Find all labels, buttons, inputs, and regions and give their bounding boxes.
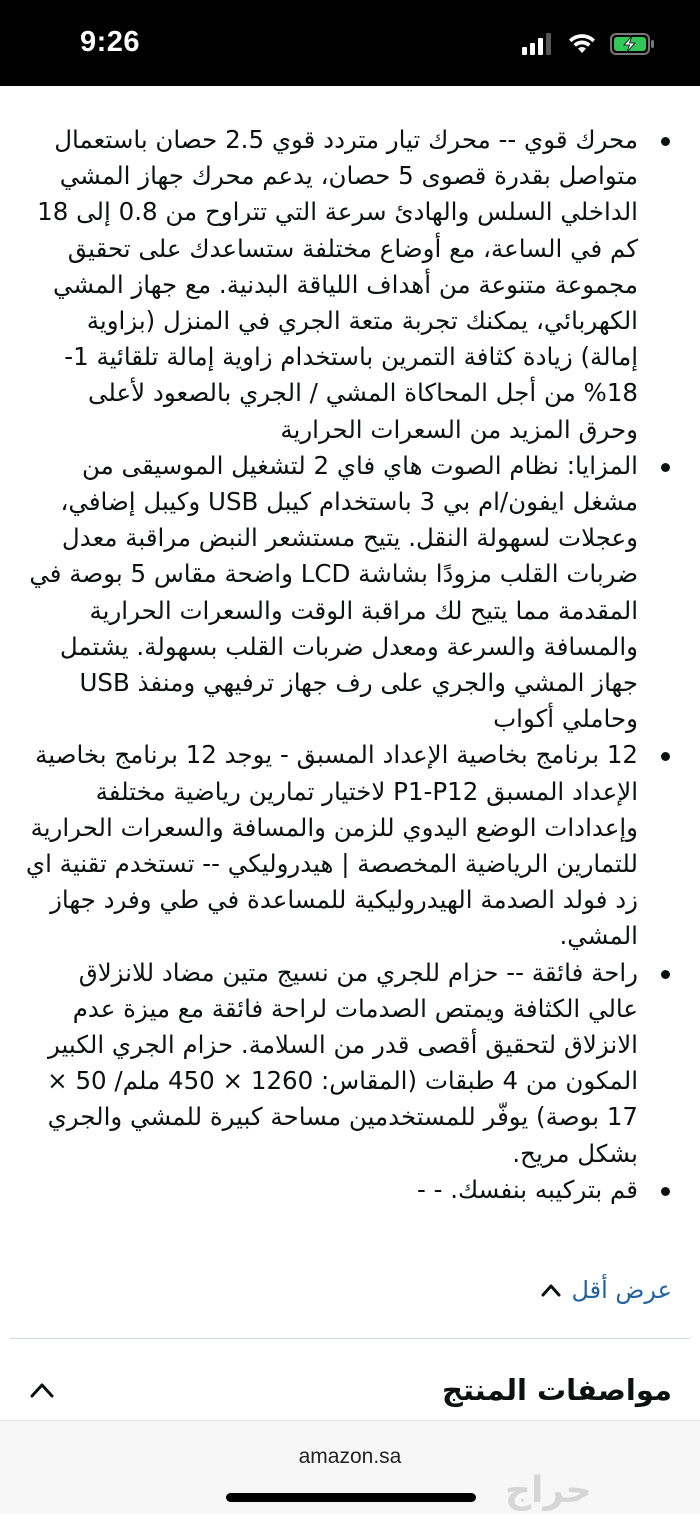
wifi-icon bbox=[568, 33, 596, 55]
cellular-signal-icon bbox=[522, 33, 554, 55]
status-icons bbox=[522, 32, 656, 56]
feature-bullet-list bbox=[0, 86, 700, 1208]
product-description bbox=[0, 86, 700, 1296]
bullet-dot bbox=[661, 752, 670, 761]
url-text[interactable]: amazon.sa bbox=[298, 1445, 402, 1468]
bullet-text: قم بتركيبه بنفسك. - - bbox=[416, 1174, 638, 1204]
list-item bbox=[22, 1172, 672, 1208]
list-item bbox=[22, 448, 672, 738]
home-indicator[interactable] bbox=[226, 1493, 476, 1502]
chevron-up-icon bbox=[541, 1283, 561, 1297]
bullet-dot bbox=[661, 970, 670, 979]
bullet-text: 12 برنامج بخاصية الإعداد المسبق - يوجد 12 برنامج بخاصية الإعداد المسبق P1-P12 لاختيار تمارين رياضية مختلفة وإعدادات الوضع اليدوي للزمن والمسافة والسعرات الحرارية للتمارين الرياضية المخصصة | هيدروليكي -- تستخدم تقنية اي زد فولد الصدمة الهيدروليكية للمساعدة في طي وفرد جهاز المشي. bbox=[25, 740, 638, 951]
status-time: 9:26 bbox=[80, 26, 141, 58]
bullet-dot bbox=[661, 137, 670, 146]
list-item bbox=[22, 122, 672, 448]
divider bbox=[10, 1338, 690, 1339]
bullet-dot bbox=[661, 1187, 670, 1196]
collapse-chevron-icon[interactable] bbox=[28, 1376, 56, 1404]
product-specs-header[interactable] bbox=[0, 1360, 700, 1420]
bullet-text: المزايا: نظام الصوت هاي فاي 2 لتشغيل الموسيقى من مشغل ايفون/ام بي 3 باستخدام كيبل USB وكيبل إضافي، وعجلات لسهولة النقل. يتيح مستشعر النبض مراقبة معدل ضربات القلب مزودًا بشاشة LCD واضحة مقاس 5 بوصة في المقدمة مما يتيح لك مراقبة الوقت والسعرات الحرارية والمسافة والسرعة ومعدل ضربات القلب بسهولة. يشتمل جهاز المشي والجري على رف جهاز ترفيهي ومنفذ USB وحاملي أكواب bbox=[29, 450, 638, 734]
watermark-logo: حراج bbox=[505, 1470, 592, 1511]
list-item bbox=[22, 955, 672, 1172]
bullet-text: راحة فائقة -- حزام للجري من نسيج متين مضاد للانزلاق عالي الكثافة ويمتص الصدمات لراحة فائقة مع ميزة عدم الانزلاق لتحقيق أقصى قدر من السلامة. حزام الجري الكبير المكون من 4 طبقات (المقاس: 1260 × 450 ملم/ 50 × 17 بوصة) يوفّر للمستخدمين مساحة كبيرة للمشي والجري بشكل مريح. bbox=[47, 957, 638, 1168]
section-title: مواصفات المنتج bbox=[442, 1373, 672, 1407]
status-bar bbox=[0, 0, 700, 86]
bullet-text: محرك قوي -- محرك تيار متردد قوي 2.5 حصان باستعمال متواصل بقدرة قصوى 5 حصان، يدعم محرك جهاز المشي الداخلي السلس والهادئ سرعة التي تتراوح من 0.8 إلى 18 كم في الساعة، مع أوضاع مختلفة ستساعدك على تحقيق مجموعة متنوعة من أهداف اللياقة البدنية. مع جهاز المشي الكهربائي، يمكنك تجربة متعة الجري في المنزل (بزاوية إمالة) زيادة كثافة التمرين باستخدام زاوية إمالة تلقائية 1-18% من أجل المحاكاة المشي / الجري بالصعود لأعلى وحرق المزيد من السعرات الحرارية bbox=[37, 125, 638, 444]
show-less-button[interactable] bbox=[541, 1276, 672, 1304]
bullet-dot bbox=[661, 463, 670, 472]
show-less-label: عرض أقل bbox=[571, 1276, 672, 1304]
list-item bbox=[22, 737, 672, 954]
battery-charging-icon bbox=[610, 32, 656, 56]
